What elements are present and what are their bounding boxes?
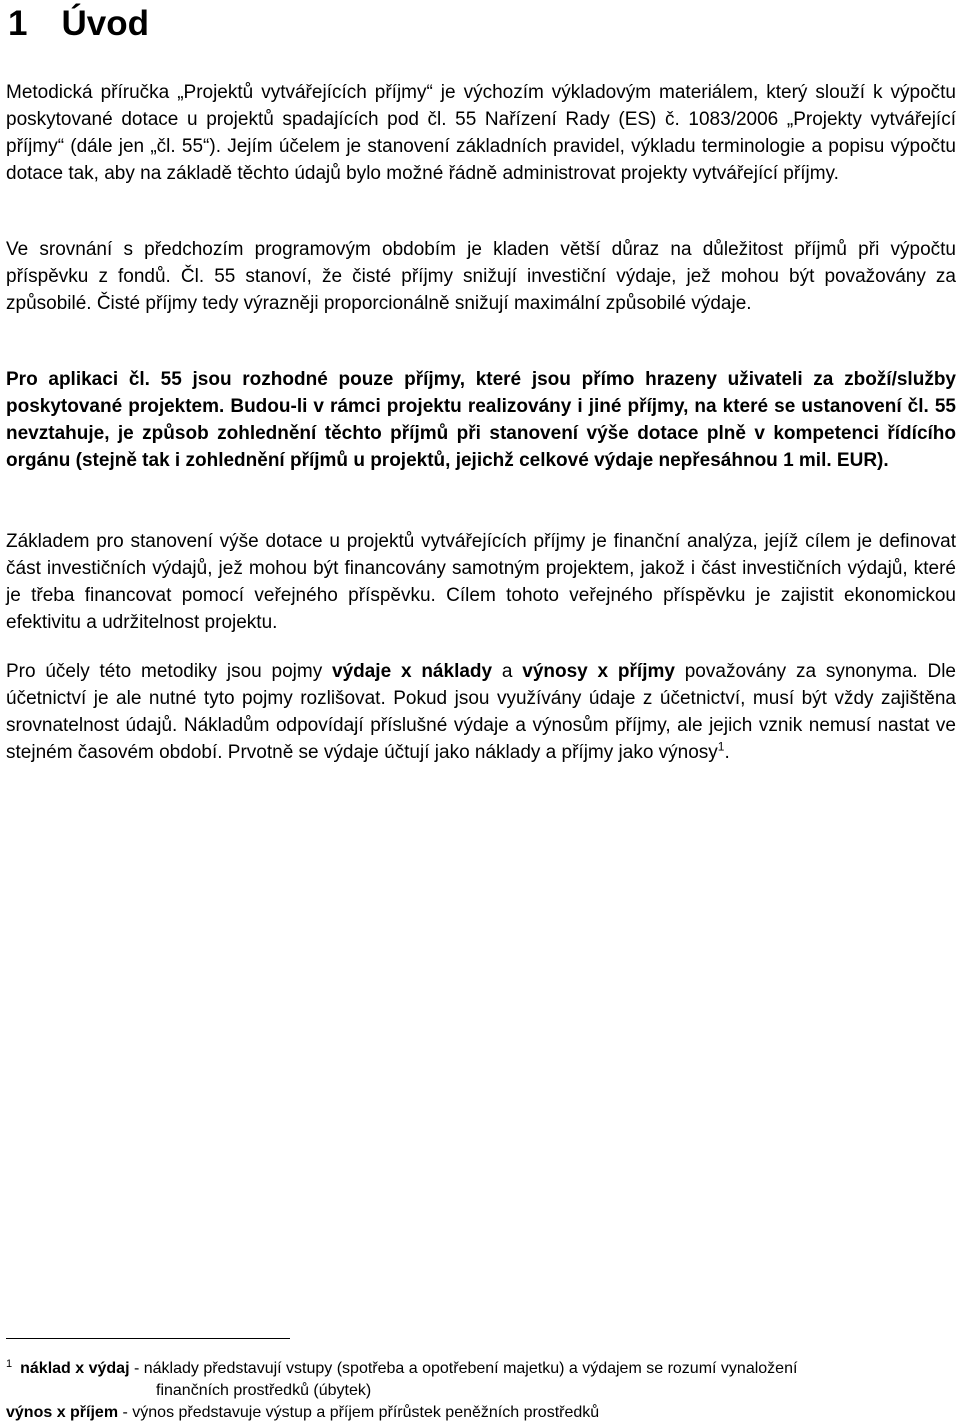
terms-text-1: Pro účely této metodiky jsou pojmy bbox=[6, 661, 332, 682]
term-expenses-costs: výdaje x náklady bbox=[332, 661, 493, 682]
section-heading bbox=[8, 2, 149, 46]
section-number: 1 bbox=[8, 4, 28, 43]
section-title: Úvod bbox=[61, 4, 149, 43]
footnote-reference: 1 bbox=[717, 739, 725, 754]
paragraph-terms bbox=[6, 658, 956, 766]
footnote-term-1: náklad x výdaj bbox=[20, 1360, 130, 1377]
footnote-separator bbox=[6, 1338, 290, 1339]
paragraph-article-55: Pro aplikaci čl. 55 jsou rozhodné pouze příjmy, které jsou přímo hrazeny uživateli za zboží/služby poskytované projektem. Budou-li v rámci projektu realizovány i jiné příjmy, na které se ustanovení čl. 55 nevztahuje, je způsob zohlednění těchto příjmů při stanovení výše dotace plně v kompetenci řídícího orgánu (stejně tak i zohlednění příjmů u projektů, jejichž celkové výdaje nepřesáhnou 1 mil. EUR). bbox=[6, 369, 956, 471]
footnote-line-2: finančních prostředků (úbytek) bbox=[156, 1382, 372, 1399]
paragraph-comparison: Ve srovnání s předchozím programovým obdobím je kladen větší důraz na důležitost příjmů při výpočtu příspěvku z fondů. Čl. 55 stanoví, že čisté příjmy snižují investiční výdaje, jež mohou být považovány za způsobilé. Čisté příjmy tedy výrazněji proporcionálně snižují maximální způsobilé výdaje. bbox=[6, 239, 956, 314]
term-revenues-income: výnosy x příjmy bbox=[522, 661, 675, 682]
footnote-term-2: výnos x příjem bbox=[6, 1404, 119, 1421]
footnote-line-3 bbox=[6, 1402, 599, 1424]
terms-text-end: . bbox=[724, 742, 730, 763]
footnote-text-2: - výnos představuje výstup a příjem přírůstek peněžních prostředků bbox=[118, 1404, 600, 1421]
terms-text-3: považovány za synonyma. Dle účetnictví je ale nutné tyto pojmy rozlišovat. Pokud jsou využívány údaje z účetnictví, musí být vždy zajištěna srovnatelnost údajů. Nákladům odpovídají příslušné výdaje a výnosům příjmy, ale jejich vznik nemusí nastat ve stejném časovém období. Prvotně se výdaje účtují jako náklady a příjmy jako výnosy bbox=[6, 661, 956, 763]
paragraph-financial-analysis: Základem pro stanovení výše dotace u projektů vytvářejících příjmy je finanční analýza, jejíž cílem je definovat část investičních výdajů, jež mohou být financovány samotným projektem, jakož i část investičních výdajů, které je třeba financovat pomocí veřejného příspěvku. Cílem tohoto veřejného příspěvku je zajistit ekonomickou efektivitu a udržitelnost projektu. bbox=[6, 531, 956, 633]
footnote-mark: 1 bbox=[6, 1357, 13, 1370]
terms-text-2: a bbox=[492, 661, 523, 682]
paragraph-intro: Metodická příručka „Projektů vytvářejících příjmy“ je výchozím výkladovým materiálem, který slouží k výpočtu poskytované dotace u projektů spadajících pod čl. 55 Nařízení Rady (ES) č. 1083/2006 „Projekty vytvářející příjmy“ (dále jen „čl. 55“). Jejím účelem je stanovení základních pravidel, výkladu terminologie a popisu výpočtu dotace tak, aby na základě těchto údajů bylo možné řádně administrovat projekty vytvářející příjmy. bbox=[6, 82, 956, 184]
footnote-line-1 bbox=[6, 1358, 797, 1380]
footnote-text-1a: - náklady představují vstupy (spotřeba a opotřebení majetku) a výdajem se rozumí vynaložení bbox=[129, 1360, 798, 1377]
